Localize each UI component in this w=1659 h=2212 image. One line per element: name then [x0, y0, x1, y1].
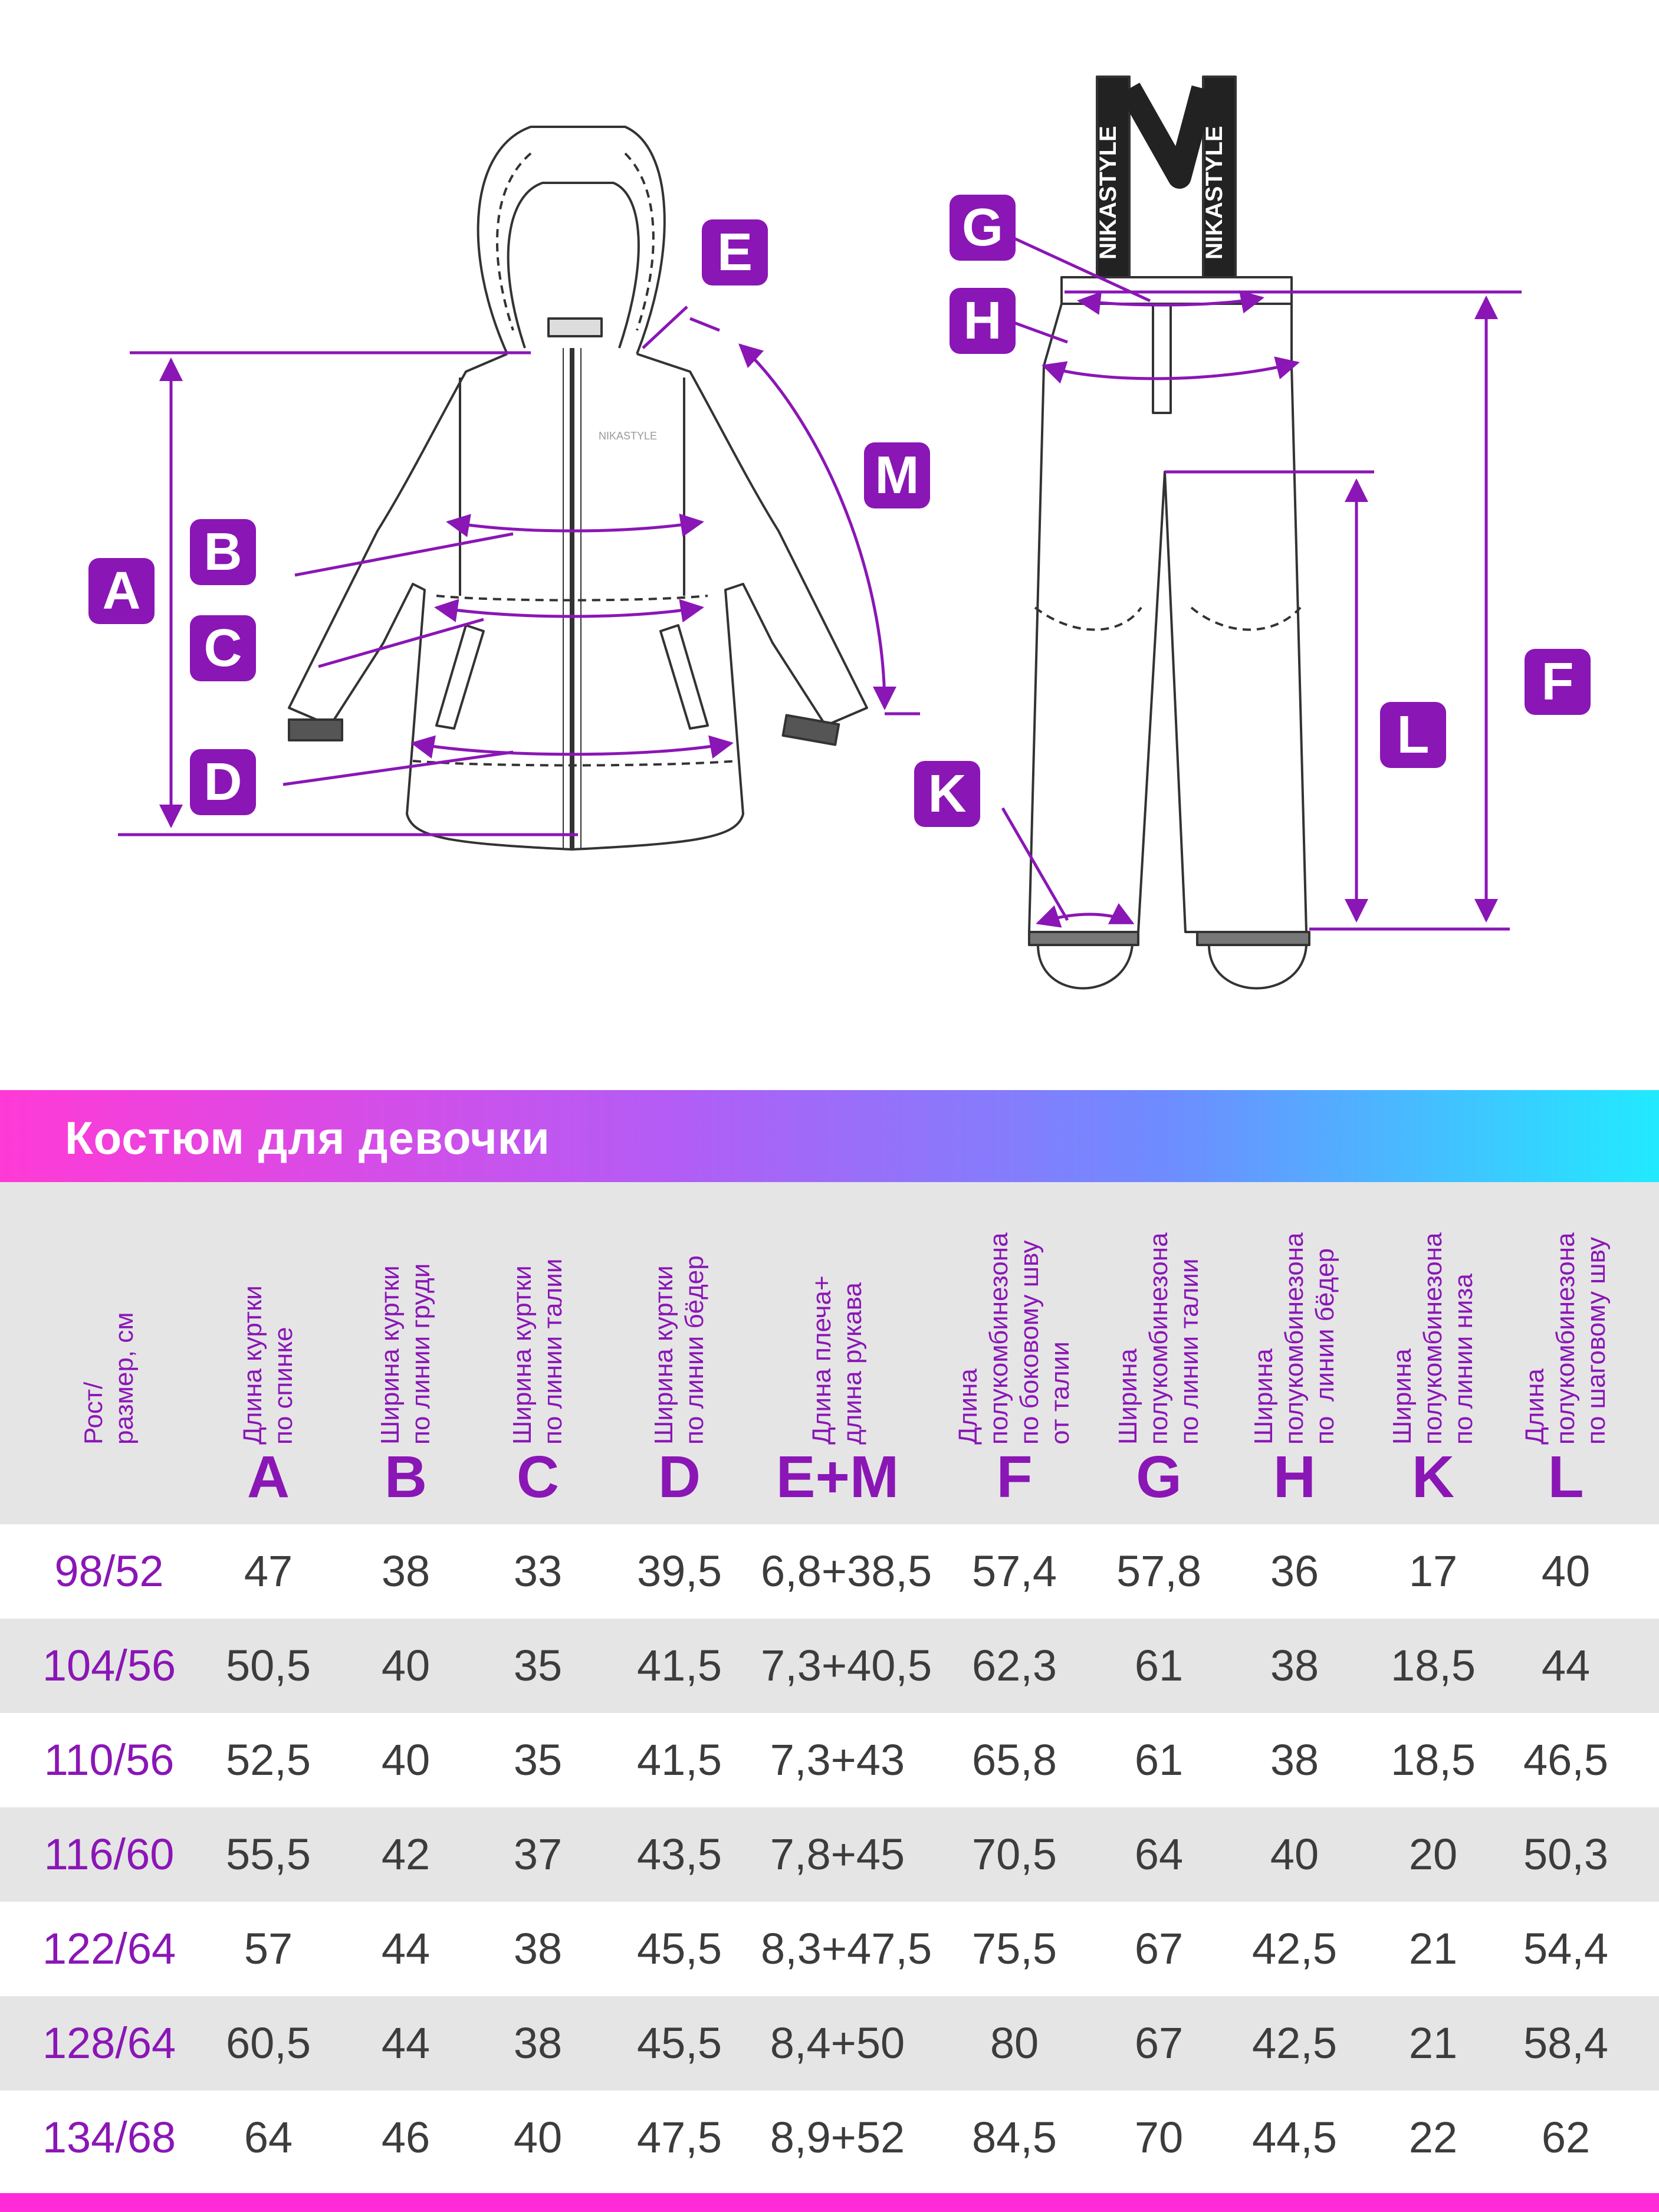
header-label: Рост/ размер, см	[79, 1312, 139, 1445]
value-cell: 38	[1270, 1735, 1319, 1784]
header-column	[947, 1182, 1082, 1524]
value-cell: 62,3	[971, 1641, 1057, 1690]
table-row	[0, 1902, 1659, 1996]
header-letter: H	[1273, 1444, 1316, 1510]
value-cell: 7,3+40,5	[761, 1641, 932, 1690]
value-cell: 65,8	[971, 1735, 1057, 1784]
badge-e: E	[702, 219, 768, 285]
value-cell: 21	[1408, 2019, 1458, 2067]
size-cell: 134/68	[42, 2113, 176, 2162]
value-cell: 38	[381, 1547, 431, 1596]
header-column	[1498, 1182, 1634, 1524]
header-column	[338, 1182, 474, 1524]
value-cell: 70,5	[971, 1830, 1057, 1879]
value-cell: 37	[513, 1830, 563, 1879]
header-label: Длина плеча+ длина рукава	[807, 1275, 867, 1445]
value-cell: 46,5	[1523, 1735, 1609, 1784]
value-cell: 18,5	[1390, 1641, 1476, 1690]
header-column	[1365, 1182, 1501, 1524]
value-cell: 8,9+52	[770, 2113, 905, 2162]
header-letter: K	[1411, 1444, 1455, 1510]
strap-text-left: NIKASTYLE	[1095, 126, 1121, 260]
header-label: Ширина полукомбинезона по линии талии	[1113, 1232, 1204, 1445]
size-cell: 116/60	[44, 1830, 175, 1879]
table-row	[0, 1807, 1659, 1902]
value-cell: 6,8+38,5	[761, 1547, 932, 1596]
value-cell: 42	[381, 1830, 431, 1879]
value-cell: 40	[381, 1641, 431, 1690]
value-cell: 62	[1541, 2113, 1591, 2162]
badge-g: G	[950, 195, 1016, 261]
header-letter: G	[1136, 1444, 1182, 1510]
value-cell: 33	[513, 1547, 563, 1596]
header-column	[41, 1182, 177, 1524]
value-cell: 75,5	[971, 1924, 1057, 1973]
badge-a: A	[88, 558, 155, 624]
value-cell: 57,8	[1116, 1547, 1202, 1596]
bottom-accent-line	[0, 2193, 1659, 2212]
header-letter: L	[1548, 1444, 1584, 1510]
table-row	[0, 1524, 1659, 1619]
header-label: Ширина полукомбинезона по линии бёдер	[1249, 1232, 1339, 1445]
value-cell: 35	[513, 1735, 563, 1784]
value-cell: 44,5	[1251, 2113, 1338, 2162]
value-cell: 40	[1541, 1547, 1591, 1596]
value-cell: 57	[244, 1924, 293, 1973]
value-cell: 70	[1134, 2113, 1184, 2162]
header-column	[201, 1182, 336, 1524]
value-cell: 58,4	[1523, 2019, 1609, 2067]
value-cell: 64	[244, 2113, 293, 2162]
jacket-outline	[289, 127, 867, 849]
value-cell: 47	[244, 1547, 293, 1596]
value-cell: 8,4+50	[770, 2019, 905, 2067]
value-cell: 22	[1408, 2113, 1458, 2162]
badge-l: L	[1380, 702, 1446, 768]
value-cell: 21	[1408, 1924, 1458, 1973]
header-label: Ширина куртки по линии груди	[376, 1263, 435, 1445]
value-cell: 80	[990, 2019, 1039, 2067]
value-cell: 39,5	[636, 1547, 722, 1596]
header-column	[1227, 1182, 1362, 1524]
value-cell: 55,5	[225, 1830, 311, 1879]
value-cell: 47,5	[636, 2113, 722, 2162]
header-column	[770, 1182, 905, 1524]
header-label: Длина полукомбинезона по шаговому шву	[1520, 1232, 1611, 1445]
value-cell: 45,5	[636, 1924, 722, 1973]
header-column	[612, 1182, 747, 1524]
table-row	[0, 1713, 1659, 1807]
value-cell: 36	[1270, 1547, 1319, 1596]
badge-h: H	[950, 288, 1016, 354]
table-title-bar	[0, 1090, 1659, 1182]
badge-m: M	[864, 442, 930, 508]
value-cell: 67	[1134, 2019, 1184, 2067]
table-row	[0, 1996, 1659, 2090]
value-cell: 52,5	[225, 1735, 311, 1784]
table-header	[0, 1182, 1659, 1524]
measurement-lines	[118, 233, 1522, 929]
value-cell: 44	[1541, 1641, 1591, 1690]
header-letter: C	[516, 1444, 560, 1510]
value-cell: 43,5	[636, 1830, 722, 1879]
value-cell: 44	[381, 2019, 431, 2067]
size-cell: 104/56	[42, 1641, 176, 1690]
value-cell: 57,4	[971, 1547, 1057, 1596]
value-cell: 46	[381, 2113, 431, 2162]
header-letter: F	[996, 1444, 1033, 1510]
header-letter: E+M	[776, 1444, 899, 1510]
table-row	[0, 1619, 1659, 1713]
value-cell: 41,5	[636, 1735, 722, 1784]
value-cell: 42,5	[1251, 2019, 1338, 2067]
value-cell: 50,5	[225, 1641, 311, 1690]
header-label: Длина полукомбинезона по боковому шву от талии	[954, 1232, 1075, 1445]
header-letter: B	[384, 1444, 428, 1510]
value-cell: 64	[1134, 1830, 1184, 1879]
badge-k: K	[914, 761, 980, 827]
size-cell: 122/64	[42, 1924, 176, 1973]
pants-outline	[1029, 77, 1309, 989]
value-cell: 20	[1408, 1830, 1458, 1879]
value-cell: 7,3+43	[770, 1735, 905, 1784]
value-cell: 61	[1134, 1735, 1184, 1784]
value-cell: 44	[381, 1924, 431, 1973]
value-cell: 41,5	[636, 1641, 722, 1690]
header-letter: A	[247, 1444, 290, 1510]
value-cell: 40	[381, 1735, 431, 1784]
size-cell: 110/56	[44, 1735, 175, 1784]
header-label: Ширина куртки по линии талии	[508, 1258, 567, 1445]
badge-c: C	[190, 615, 256, 681]
value-cell: 60,5	[225, 2019, 311, 2067]
header-column	[1091, 1182, 1227, 1524]
table-row	[0, 2090, 1659, 2185]
value-cell: 17	[1408, 1547, 1458, 1596]
header-letter: D	[658, 1444, 701, 1510]
header-column	[470, 1182, 606, 1524]
value-cell: 54,4	[1523, 1924, 1609, 1973]
value-cell: 35	[513, 1641, 563, 1690]
header-label: Длина куртки по спинке	[238, 1285, 298, 1445]
header-label: Ширина полукомбинезона по линии низа	[1388, 1232, 1478, 1445]
value-cell: 84,5	[971, 2113, 1057, 2162]
value-cell: 42,5	[1251, 1924, 1338, 1973]
badge-d: D	[190, 749, 256, 815]
value-cell: 67	[1134, 1924, 1184, 1973]
value-cell: 38	[1270, 1641, 1319, 1690]
size-cell: 128/64	[42, 2019, 176, 2067]
value-cell: 8,3+47,5	[761, 1924, 932, 1973]
header-label: Ширина куртки по линии бёдер	[649, 1255, 709, 1445]
garment-diagram	[0, 0, 1659, 1079]
value-cell: 50,3	[1523, 1830, 1609, 1879]
badge-b: B	[190, 519, 256, 585]
jacket-logo-text: NIKASTYLE	[599, 430, 658, 442]
strap-text-right: NIKASTYLE	[1201, 126, 1227, 260]
value-cell: 40	[1270, 1830, 1319, 1879]
value-cell: 40	[513, 2113, 563, 2162]
value-cell: 61	[1134, 1641, 1184, 1690]
value-cell: 45,5	[636, 2019, 722, 2067]
badge-f: F	[1525, 649, 1591, 715]
value-cell: 38	[513, 2019, 563, 2067]
value-cell: 18,5	[1390, 1735, 1476, 1784]
value-cell: 38	[513, 1924, 563, 1973]
table-title: Костюм для девочки	[65, 1112, 550, 1164]
size-cell: 98/52	[54, 1547, 164, 1596]
value-cell: 7,8+45	[770, 1830, 905, 1879]
